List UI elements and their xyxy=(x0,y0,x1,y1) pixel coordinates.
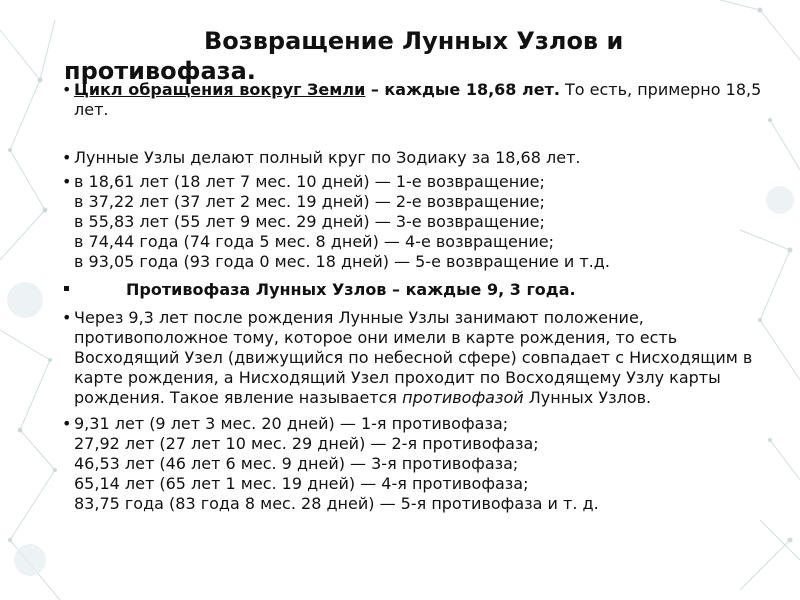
opposition-item: 83,75 года (83 года 8 мес. 28 дней) — 5-я противофаза и т. д. xyxy=(74,494,599,513)
bullet: • xyxy=(62,80,72,99)
title-line-2: противофаза. xyxy=(64,57,256,85)
return-item: в 55,83 лет (55 лет 9 мес. 29 дней) — 3-е возвращение; xyxy=(74,212,545,231)
heading-opposition xyxy=(62,280,762,300)
opposition-item: 65,14 лет (65 лет 1 мес. 19 дней) — 4-я противофаза; xyxy=(74,474,529,493)
opposition-term: противофазой xyxy=(402,388,524,407)
return-item: в 93,05 года (93 года 0 мес. 18 дней) — 5-е возвращение и т.д. xyxy=(74,252,610,271)
return-item: в 37,22 лет (37 лет 2 мес. 19 дней) — 2-е возвращение; xyxy=(74,192,545,211)
slide-body xyxy=(62,80,762,514)
paragraph-opposition-explanation xyxy=(62,308,762,408)
title-line-1: Возвращение Лунных Узлов и xyxy=(204,27,624,55)
paragraph-cycle xyxy=(62,80,762,120)
slide-title xyxy=(64,26,764,86)
opposition-text: Через 9,3 лет после рождения Лунные Узлы занимают положение, противоположное тому, которое они имели в карте рождения, то есть Восходящий Узел (движущийся по небесной сфере) совпадает с Нисходящим в карте рождения, а Нисходящий Узел проходит по Восходящему Узлу карты рождения. Такое явление называется xyxy=(74,308,753,407)
opposition-item: 27,92 лет (27 лет 10 мес. 29 дней) — 2-я противофаза; xyxy=(74,434,539,453)
opposition-tail: Лунных Узлов. xyxy=(523,388,652,407)
bullet: • xyxy=(62,308,72,327)
cycle-period: – каждые 18,68 лет. xyxy=(365,80,560,99)
opposition-item: 9,31 лет (9 лет 3 мес. 20 дней) — 1-я противофаза; xyxy=(74,414,509,433)
cycle-term: Цикл обращения вокруг Земли xyxy=(74,80,366,99)
opposition-heading: Противофаза Лунных Узлов – каждые 9, 3 года. xyxy=(126,280,576,299)
oppositions-list xyxy=(62,414,762,514)
bullet: • xyxy=(62,414,72,433)
square-bullet-icon xyxy=(64,286,69,291)
bullet: • xyxy=(62,172,72,191)
opposition-item: 46,53 лет (46 лет 6 мес. 9 дней) — 3-я противофаза; xyxy=(74,454,519,473)
returns-list xyxy=(62,172,762,272)
return-item: в 18,61 лет (18 лет 7 мес. 10 дней) — 1-е возвращение; xyxy=(74,172,545,191)
paragraph-full-circle xyxy=(62,148,762,168)
return-item: в 74,44 года (74 года 5 мес. 8 дней) — 4-е возвращение; xyxy=(74,232,554,251)
cycle-approx: То есть, примерно 18,5 лет. xyxy=(74,80,762,119)
full-circle-text: Лунные Узлы делают полный круг по Зодиаку за 18,68 лет. xyxy=(74,148,581,167)
bullet: • xyxy=(62,148,72,167)
